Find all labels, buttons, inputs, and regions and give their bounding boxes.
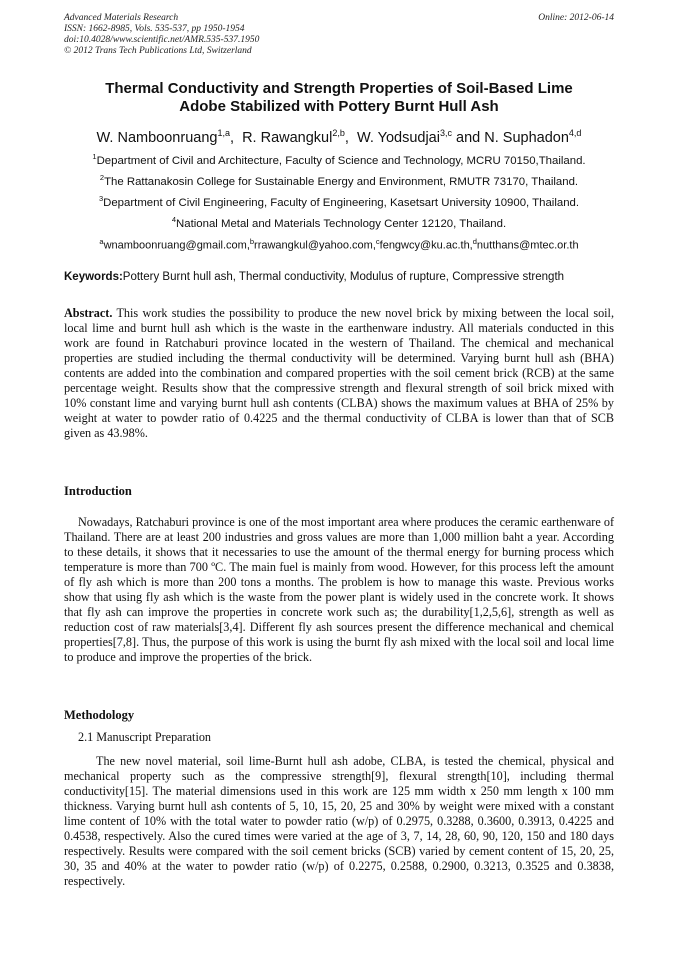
author-affil-mark: 2,b <box>332 128 345 138</box>
author-and: and <box>456 129 481 146</box>
author-affil-mark: 4,d <box>568 128 582 138</box>
author-name: R. Rawangkul <box>242 129 333 146</box>
affiliation-number: 2 <box>99 173 105 182</box>
author-list <box>64 124 614 147</box>
keywords-label: Keywords: <box>64 271 123 283</box>
affiliation-number: 1 <box>92 152 97 161</box>
author-name: N. Suphadon <box>484 129 569 146</box>
email-address[interactable]: nutthans@mtec.or.th <box>476 239 579 252</box>
email-mark: b <box>249 237 255 246</box>
email-address[interactable]: wnamboonruang@gmail.com, <box>103 239 250 252</box>
affiliation-text: National Metal and Materials Technology Center 12120, Thailand. <box>176 217 507 230</box>
affiliation-4 <box>64 213 614 231</box>
title-line-2: Adobe Stabilized with Pottery Burnt Hull Ash <box>179 98 499 115</box>
affiliation-text: The Rattanakosin College for Sustainable Energy and Environment, RMUTR 73170, Thailand. <box>104 175 579 188</box>
title-line-1: Thermal Conductivity and Strength Properties of Soil-Based Lime <box>105 80 573 97</box>
keywords-text: Pottery Burnt hull ash, Thermal conductivity, Modulus of rupture, Compressive strength <box>122 271 565 283</box>
keywords <box>64 270 614 284</box>
doi-line: doi:10.4028/www.scientific.net/AMR.535-537.1950 <box>64 35 260 45</box>
paper-title <box>64 80 614 116</box>
affiliation-1 <box>64 150 614 168</box>
abstract-label: Abstract. <box>64 306 113 320</box>
methodology-heading: Methodology <box>64 708 135 722</box>
affiliation-2 <box>64 171 614 189</box>
affiliation-text: Department of Civil and Architecture, Faculty of Science and Technology, MCRU 70150,Thailand. <box>96 154 586 167</box>
abstract <box>64 306 614 441</box>
methodology-paragraph: The new novel material, soil lime-Burnt hull ash adobe, CLBA, is tested the chemical, physical and mechanical property such as the compressive strength[9], flexural strength[10], including thermal conductivity[15]. The material dimensions used in this work are 125 mm width x 250 mm length x 100 mm thickness. Varying burnt hull ash contents of 5, 10, 15, 20, 25 and 30% by weight were mixed with a constant lime content of 10% with the total water to powder ratio (w/p) of 0.2975, 0.3288, 0.3600, 0.3913, 0.4225 and 0.4538, respectively. Also the cured times were varied at the age of 3, 7, 14, 28, 60, 90, 120, 150 and 180 days respectively. Results were compared with the soil cement bricks (SCB) varied by cement content of 15, 20, 25, 30, 35 and 40% at the water to powder ratio (w/p) of 0.2275, 0.2588, 0.2900, 0.3213, 0.3525 and 0.3838, respectively. <box>64 754 614 888</box>
copyright-line: © 2012 Trans Tech Publications Ltd, Switzerland <box>64 46 252 56</box>
author-separator: , <box>229 129 234 146</box>
journal-name: Advanced Materials Research <box>64 13 179 23</box>
affiliation-number: 4 <box>171 215 177 224</box>
email-mark: c <box>375 237 380 246</box>
author-separator: , <box>344 129 349 146</box>
introduction-heading: Introduction <box>64 484 132 498</box>
author-affil-mark: 3,c <box>439 128 452 138</box>
online-date: Online: 2012-06-14 <box>538 13 614 23</box>
introduction-paragraph: Nowadays, Ratchaburi province is one of the most important area where produces the ceramic earthenware of Thailand. There are at least 200 industries and gross values are more than 1,000 million baht a year. According to these details, it shows that it necessaries to use the amount of the thermal energy for burning process which temperature is more than 700 ºC. The main fuel is mainly from wood. However, for this process left the amount of fly ash which is more than 200 tons a months. The problem is how to manage this waste. Previous works show that using fly ash which is the waste from the power plant is widely used in the concrete work. It shows that fly ash can improve the properties in concrete work such as; the durability[1,2,5,6], strength as well as reduction cost of raw materials[3,4]. Different fly ash sources present the difference mechanical and chemical properties[7,8]. Thus, the purpose of this work is using the burnt fly ash mixed with the local soil and local lime to produce and improve the properties of the brick. <box>64 515 614 664</box>
email-address[interactable]: rrawangkul@yahoo.com, <box>254 239 376 252</box>
email-mark: a <box>99 237 104 246</box>
email-list <box>64 235 614 253</box>
email-address[interactable]: fengwcy@ku.ac.th, <box>379 239 473 252</box>
issn-line: ISSN: 1662-8985, Vols. 535-537, pp 1950-1954 <box>64 24 245 34</box>
author-affil-mark: 1,a <box>217 128 230 138</box>
journal-header <box>64 13 259 57</box>
subsection-heading: 2.1 Manuscript Preparation <box>78 730 212 744</box>
author-name: W. Yodsudjai <box>356 129 440 146</box>
affiliation-text: Department of Civil Engineering, Faculty of Engineering, Kasetsart University 10900, Thailand. <box>103 196 580 209</box>
email-mark: d <box>472 237 477 246</box>
author-name: W. Namboonruang <box>96 129 218 146</box>
affiliation-3 <box>64 192 614 210</box>
affiliation-number: 3 <box>98 194 104 203</box>
abstract-text: This work studies the possibility to produce the new novel brick by mixing between the local soil, local lime and burnt hull ash which is the waste in the earthenware industry. All materials conducted in this work are found in Ratchaburi province located in the western of Thailand. The chemical and mechanical properties are studied including the thermal conductivity will be determined. Varying burnt hull ash (BHA) contents are added into the combination and compared properties with the soil cement brick (RCB) at the same percentage weight. Results show that the compressive strength and flexural strength of soil brick mixed with 10% constant lime and varying burnt hull ash contents (CLBA) shows the maximum values at BHA of 25% by weight at water to powder ratio of 0.4225 and the thermal conductivity of CLBA is lower than that of SCB given as 43.98%. <box>64 306 614 440</box>
